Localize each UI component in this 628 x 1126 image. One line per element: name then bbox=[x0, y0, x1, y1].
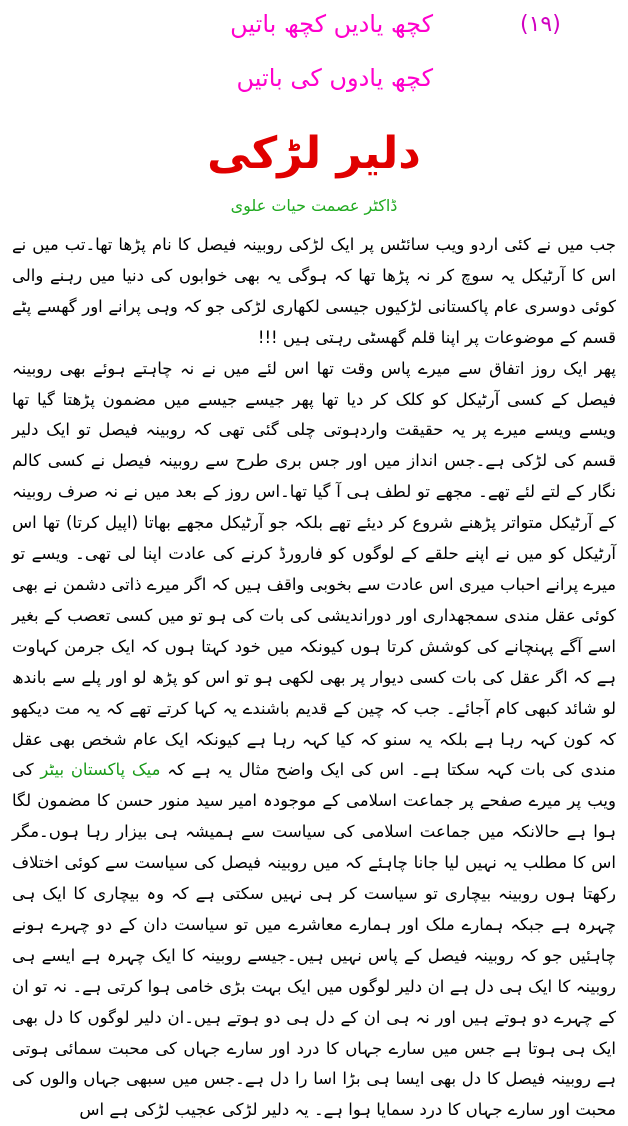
series-subtitle: کچھ یادوں کی باتیں bbox=[236, 64, 433, 92]
article-title: دلیر لڑکی bbox=[207, 128, 421, 179]
paragraph-2: پھر ایک روز اتفاق سے میرے پاس وقت تھا اس لئے میں نے نہ چاہتے ہوئے بھی روبینہ فیصل کے کسی آرٹیکل کو کلک کر دیا تھا پھر جیسے جیسے میں مضمون پڑھتا گیا تھا ویسے ویسے میرے پر یہ حقیقت واردہوتی چلی گئی تھی کہ روبینہ فیصل تو ایک دلیر قسم کی لڑکی ہے۔جس انداز میں اور جس بری طرح سے روبینہ فیصل نے کسی کالم نگار کے لتے لئے تھے۔ مجھے تو لطف ہی آ گیا تھا۔اس روز کے بعد میں نے نہ صرف روبینہ کے آرٹیکل متواتر پڑھنے شروع کر دیئے تھے بلکہ جو آرٹیکل مجھے بھاتا (اپیل کرتا) تھا اس آرٹیکل کو میں نے اپنے حلقے کے لوگوں کو فارورڈ کرنے کی عادت اپنا لی تھی۔ ویسے تو میرے پرانے احباب میری اس عادت سے بخوبی واقف ہیں کہ اگر میرے ذاتی دشمن نے بھی کوئی عقل مندی سمجھداری اور دوراندیشی کی بات کی ہو تو میں کسی تعصب کے بغیر اسے آگے پہنچانے کی کوشش کرتا ہوں کیونکہ میں خود کہتا ہوں کہ ایک جرمن کہاوت ہے کہ اگر عقل کی بات کسی دیوار پر بھی لکھی ہو تو اس کو پڑھ لو اور پلے سے باندھ لو شائد کبھی کام آجائے۔ جب کہ چین کے قدیم باشندے یہ کہا کرتے تھے کہ یہ مت دیکھو کہ کون کہہ رہا ہے بلکہ یہ سنو کہ کیا کہہ رہا ہے کیونکہ ایک عام شخص بھی عقل مندی کی بات کہہ سکتا ہے۔ اس کی ایک واضح مثال یہ ہے کہ میک پاکستان بیٹر کی ویب پر میرے صفحے پر جماعت اسلامی کے موجودہ امیر سید منور حسن کا مضمون لگا ہوا ہے حالانکہ میں جماعت اسلامی کی سیاست سے ہمیشہ ہی بیزار رہا ہوں۔مگر اس کا مطلب یہ نہیں لیا جانا چاہئے کہ میں روبینہ فیصل کی سیاست سے کوئی اختلاف رکھتا ہوں روبینہ بیچاری تو سیاست کر ہی نہیں سکتی ہے کہ وہ بیچاری کا ایک ہی چہرہ ہے جبکہ ہمارے ملک اور ہمارے معاشرے میں تو سیاست دان کے دو چہرے ہونے چاہئیں جو کہ روبینہ فیصل کے پاس نہیں ہیں۔جیسے روبینہ کا ایک چہرہ ہے ایسے ہی روبینہ کا ایک ہی دل ہے ان دلیر لوگوں میں ایک بہت بڑی خامی ہوا کرتی ہے۔ نہ تو ان کے چہرے دو ہوتے ہیں اور نہ ہی ان کے دل ہی دو ہوتے ہیں۔ان دلیر لوگوں کا دل بھی ایک ہی ہوتا ہے جس میں سارے جہاں کا درد اور سارے جہاں کی محبت سمائی ہوتی ہے روبینہ فیصل کا دل بھی ایسا ہی بڑا اسا را دل ہے۔جس میں سبھی جہاں والوں کی محبت اور سارے جہاں کا درد سمایا ہوا ہے۔ یہ دلیر لڑکی عجیب لڑکی ہے اس bbox=[12, 358, 617, 1120]
series-title: کچھ یادیں کچھ باتیں bbox=[230, 10, 433, 38]
page-number: (۱۹) bbox=[520, 12, 561, 37]
author-name: ڈاکٹر عصمت حیات علوی bbox=[230, 196, 398, 215]
paragraph-1: جب میں نے کئی اردو ویب سائٹس پر ایک لڑکی روبینہ فیصل کا نام پڑھا تھا۔تب میں نے اس کا آرٹیکل یہ سوچ کر نہ پڑھا تھا کہ ہوگی یہ بھی خوابوں کی دنیا میں رہنے والی کوئی دوسری عام پاکستانی لڑکیوں جیسی لکھاری لڑکی جو کہ وہی پرانے اور گھسے پٹے قسم کے موضوعات پر اپنا قلم گھسٹی رہتی ہیں !!! bbox=[12, 235, 616, 347]
article-body bbox=[12, 230, 616, 1126]
